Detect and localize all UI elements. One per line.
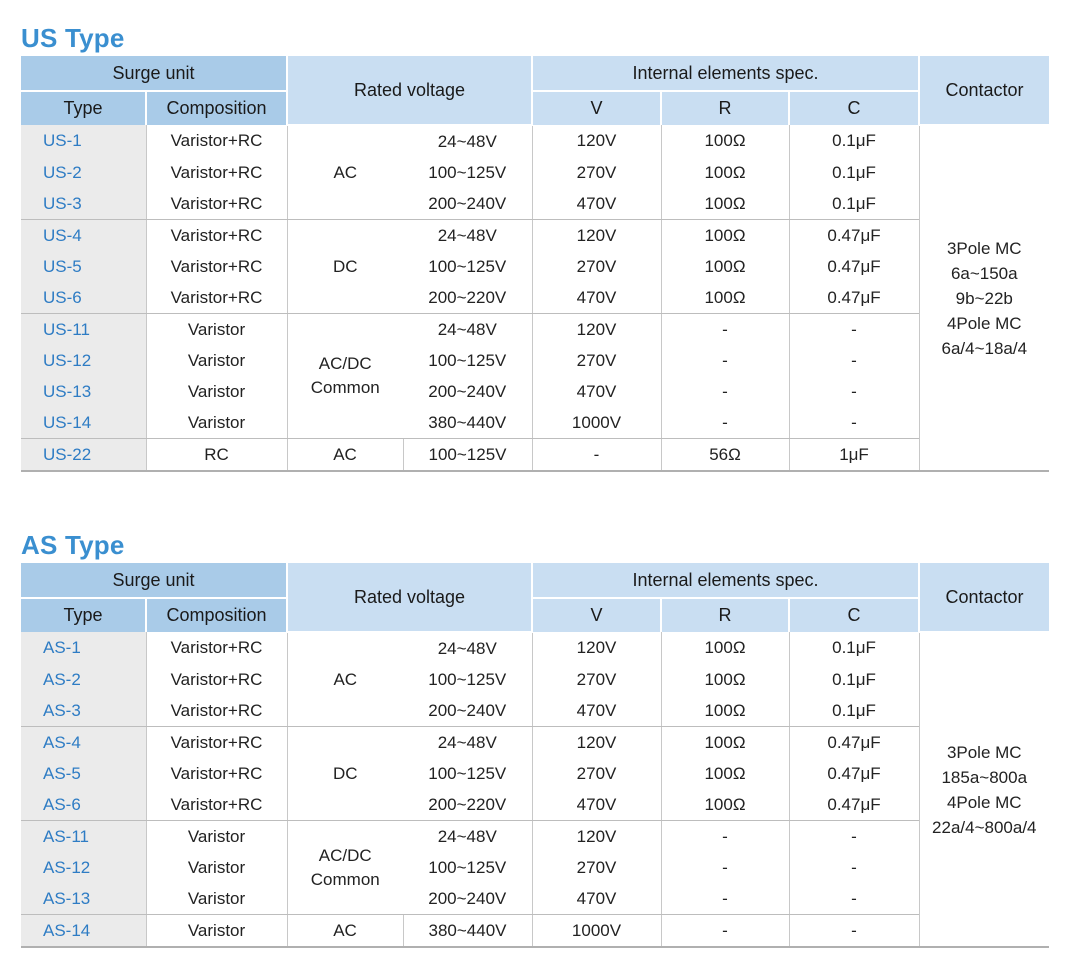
surge-unit-header: Surge unit — [21, 56, 287, 91]
table-row — [21, 883, 1049, 915]
type-header: Type — [21, 91, 146, 125]
voltage-group-cell — [287, 314, 403, 439]
r-cell: 100Ω — [661, 789, 789, 821]
c-cell: 0.47μF — [789, 789, 919, 821]
v-cell: 270V — [532, 157, 661, 188]
contactor-line: 3Pole MC — [946, 238, 1022, 258]
table-row — [21, 727, 1049, 759]
contactor-cell — [919, 125, 1049, 471]
c-cell: 0.1μF — [789, 125, 919, 157]
contactor-line: 22a/4~800a/4 — [932, 817, 1037, 837]
type-cell: AS-5 — [21, 758, 146, 789]
voltage-group-cell: AC — [287, 632, 403, 727]
r-cell: 100Ω — [661, 758, 789, 789]
r-cell: 100Ω — [661, 125, 789, 157]
r-cell: - — [661, 376, 789, 407]
voltage-cell: 100~125V — [428, 857, 507, 877]
type-cell: US-11 — [21, 314, 146, 346]
composition-cell: Varistor+RC — [146, 251, 287, 282]
voltage-cell: 100~125V — [428, 350, 507, 370]
table-row — [21, 439, 1049, 472]
v-cell: 120V — [532, 821, 661, 853]
v-cell: 270V — [532, 852, 661, 883]
voltage-cell: 200~220V — [403, 789, 532, 821]
v-cell: 270V — [532, 345, 661, 376]
contactor-header: Contactor — [919, 56, 1049, 125]
v-cell: 120V — [532, 632, 661, 664]
type-header: Type — [21, 598, 146, 632]
v-cell: 470V — [532, 695, 661, 727]
r-cell: 100Ω — [661, 188, 789, 220]
type-cell: US-1 — [21, 125, 146, 157]
type-cell: US-4 — [21, 220, 146, 252]
type-cell: AS-14 — [21, 915, 146, 948]
type-cell: US-22 — [21, 439, 146, 472]
r-cell: 100Ω — [661, 632, 789, 664]
table-row — [21, 664, 1049, 695]
type-cell: AS-4 — [21, 727, 146, 759]
composition-cell: Varistor+RC — [146, 282, 287, 314]
type-cell: AS-6 — [21, 789, 146, 821]
voltage-cell: 24~48V — [437, 638, 497, 658]
r-cell: - — [661, 345, 789, 376]
table-row — [21, 188, 1049, 220]
composition-cell: Varistor+RC — [146, 188, 287, 220]
type-cell: US-14 — [21, 407, 146, 439]
v-cell: 120V — [532, 314, 661, 346]
contactor-line: 4Pole MC — [946, 792, 1022, 812]
r-cell: - — [661, 852, 789, 883]
composition-cell: Varistor — [146, 376, 287, 407]
type-cell: US-3 — [21, 188, 146, 220]
composition-cell: Varistor+RC — [146, 695, 287, 727]
voltage-cell: 24~48V — [437, 826, 497, 846]
r-cell: 100Ω — [661, 695, 789, 727]
voltage-group-line: AC/DC — [318, 354, 372, 373]
c-cell: 0.1μF — [789, 157, 919, 188]
table-row — [21, 314, 1049, 346]
composition-cell: Varistor+RC — [146, 727, 287, 759]
internal-spec-header: Internal elements spec. — [532, 563, 919, 598]
type-cell: US-5 — [21, 251, 146, 282]
type-cell: US-6 — [21, 282, 146, 314]
type-cell: AS-1 — [21, 632, 146, 664]
type-cell: AS-11 — [21, 821, 146, 853]
voltage-cell: 100~125V — [403, 439, 532, 472]
voltage-cell: 100~125V — [428, 669, 507, 689]
voltage-cell: 380~440V — [403, 915, 532, 948]
internal-spec-header: Internal elements spec. — [532, 56, 919, 91]
r-cell: 100Ω — [661, 157, 789, 188]
composition-cell: Varistor+RC — [146, 789, 287, 821]
v-cell: 470V — [532, 789, 661, 821]
composition-cell: Varistor+RC — [146, 220, 287, 252]
c-cell: 0.47μF — [789, 282, 919, 314]
rated-voltage-header: Rated voltage — [287, 563, 532, 632]
voltage-cell: 200~220V — [403, 282, 532, 314]
r-cell: - — [661, 407, 789, 439]
voltage-group-line: AC/DC — [318, 845, 372, 865]
voltage-cell: 100~125V — [428, 763, 507, 783]
c-cell: - — [789, 883, 919, 915]
contactor-line: 6a~150a — [950, 263, 1018, 283]
r-cell: - — [661, 915, 789, 948]
c-header: C — [789, 91, 919, 125]
table-row — [21, 758, 1049, 789]
voltage-cell: 100~125V — [428, 256, 507, 276]
composition-cell: Varistor+RC — [146, 758, 287, 789]
table-row — [21, 376, 1049, 407]
c-cell: 0.1μF — [789, 664, 919, 695]
us-type-title: US Type — [21, 23, 125, 53]
type-cell: US-12 — [21, 345, 146, 376]
c-cell: - — [789, 376, 919, 407]
v-cell: 120V — [532, 727, 661, 759]
v-cell: 470V — [532, 188, 661, 220]
voltage-cell: 24~48V — [437, 319, 497, 339]
composition-cell: Varistor+RC — [146, 664, 287, 695]
contactor-line: 9b~22b — [955, 288, 1013, 308]
c-cell: - — [789, 852, 919, 883]
c-cell: 0.1μF — [789, 695, 919, 727]
voltage-cell: 24~48V — [437, 225, 497, 245]
r-cell: - — [661, 883, 789, 915]
r-cell: 100Ω — [661, 282, 789, 314]
voltage-group-line: Common — [310, 869, 380, 889]
as-type-title: AS Type — [21, 530, 125, 560]
composition-cell: RC — [146, 439, 287, 472]
c-cell: - — [789, 915, 919, 948]
as-type-table — [21, 563, 1049, 948]
c-cell: - — [789, 407, 919, 439]
table-row — [21, 789, 1049, 821]
contactor-line: 185a~800a — [941, 767, 1028, 787]
voltage-group-cell: DC — [287, 220, 403, 314]
voltage-cell: 200~240V — [403, 188, 532, 220]
v-cell: 120V — [532, 125, 661, 157]
r-cell: 56Ω — [661, 439, 789, 472]
type-cell: AS-13 — [21, 883, 146, 915]
r-cell: - — [661, 821, 789, 853]
composition-header: Composition — [146, 598, 287, 632]
rated-voltage-header: Rated voltage — [287, 56, 532, 125]
table-row — [21, 251, 1049, 282]
voltage-group-cell: AC — [287, 439, 403, 472]
c-cell: 0.47μF — [789, 251, 919, 282]
composition-cell: Varistor — [146, 883, 287, 915]
v-cell: 1000V — [532, 407, 661, 439]
contactor-line: 4Pole MC — [946, 313, 1022, 333]
table-row — [21, 345, 1049, 376]
surge-unit-header: Surge unit — [21, 563, 287, 598]
contactor-cell — [919, 632, 1049, 947]
c-cell: 0.47μF — [789, 220, 919, 252]
us-type-table — [21, 56, 1049, 472]
r-cell: 100Ω — [661, 220, 789, 252]
table-row — [21, 282, 1049, 314]
type-cell: AS-2 — [21, 664, 146, 695]
r-cell: 100Ω — [661, 727, 789, 759]
composition-cell: Varistor — [146, 915, 287, 948]
voltage-cell: 100~125V — [428, 162, 507, 182]
c-cell: 0.1μF — [789, 188, 919, 220]
v-header: V — [532, 91, 661, 125]
type-cell: US-2 — [21, 157, 146, 188]
voltage-group-cell: DC — [287, 727, 403, 821]
r-header: R — [661, 598, 789, 632]
voltage-cell: 200~240V — [403, 883, 532, 915]
type-cell: US-13 — [21, 376, 146, 407]
composition-cell: Varistor+RC — [146, 632, 287, 664]
type-cell: AS-3 — [21, 695, 146, 727]
v-cell: 270V — [532, 758, 661, 789]
composition-cell: Varistor — [146, 314, 287, 346]
composition-cell: Varistor+RC — [146, 125, 287, 157]
table-row — [21, 125, 1049, 157]
r-cell: 100Ω — [661, 664, 789, 695]
table-row — [21, 157, 1049, 188]
v-cell: 470V — [532, 376, 661, 407]
c-cell: - — [789, 314, 919, 346]
voltage-cell: 24~48V — [437, 131, 497, 151]
table-row — [21, 407, 1049, 439]
as-type-section — [21, 527, 1049, 948]
contactor-line: 6a/4~18a/4 — [941, 338, 1028, 358]
c-cell: 0.1μF — [789, 632, 919, 664]
r-header: R — [661, 91, 789, 125]
v-cell: 270V — [532, 664, 661, 695]
voltage-group-cell — [287, 821, 403, 915]
composition-cell: Varistor — [146, 852, 287, 883]
v-cell: 120V — [532, 220, 661, 252]
us-type-section — [21, 20, 1049, 472]
c-cell: 0.47μF — [789, 727, 919, 759]
r-cell: - — [661, 314, 789, 346]
voltage-cell: 24~48V — [437, 732, 497, 752]
voltage-cell: 380~440V — [403, 407, 532, 439]
type-cell: AS-12 — [21, 852, 146, 883]
voltage-group-cell: AC — [287, 125, 403, 220]
c-cell: 1μF — [789, 439, 919, 472]
table-row — [21, 632, 1049, 664]
table-row — [21, 852, 1049, 883]
v-cell: 470V — [532, 282, 661, 314]
v-cell: 1000V — [532, 915, 661, 948]
voltage-group-line: Common — [310, 378, 380, 397]
c-cell: - — [789, 345, 919, 376]
c-cell: 0.47μF — [789, 758, 919, 789]
voltage-group-cell: AC — [287, 915, 403, 948]
contactor-header: Contactor — [919, 563, 1049, 632]
v-cell: 270V — [532, 251, 661, 282]
c-header: C — [789, 598, 919, 632]
table-row — [21, 220, 1049, 252]
voltage-cell: 200~240V — [403, 695, 532, 727]
r-cell: 100Ω — [661, 251, 789, 282]
table-row — [21, 915, 1049, 948]
v-cell: 470V — [532, 883, 661, 915]
composition-cell: Varistor+RC — [146, 157, 287, 188]
table-row — [21, 821, 1049, 853]
table-row — [21, 695, 1049, 727]
c-cell: - — [789, 821, 919, 853]
contactor-line: 3Pole MC — [946, 742, 1022, 762]
v-cell: - — [532, 439, 661, 472]
composition-cell: Varistor — [146, 345, 287, 376]
composition-cell: Varistor — [146, 407, 287, 439]
voltage-cell: 200~240V — [428, 381, 507, 401]
composition-header: Composition — [146, 91, 287, 125]
v-header: V — [532, 598, 661, 632]
composition-cell: Varistor — [146, 821, 287, 853]
